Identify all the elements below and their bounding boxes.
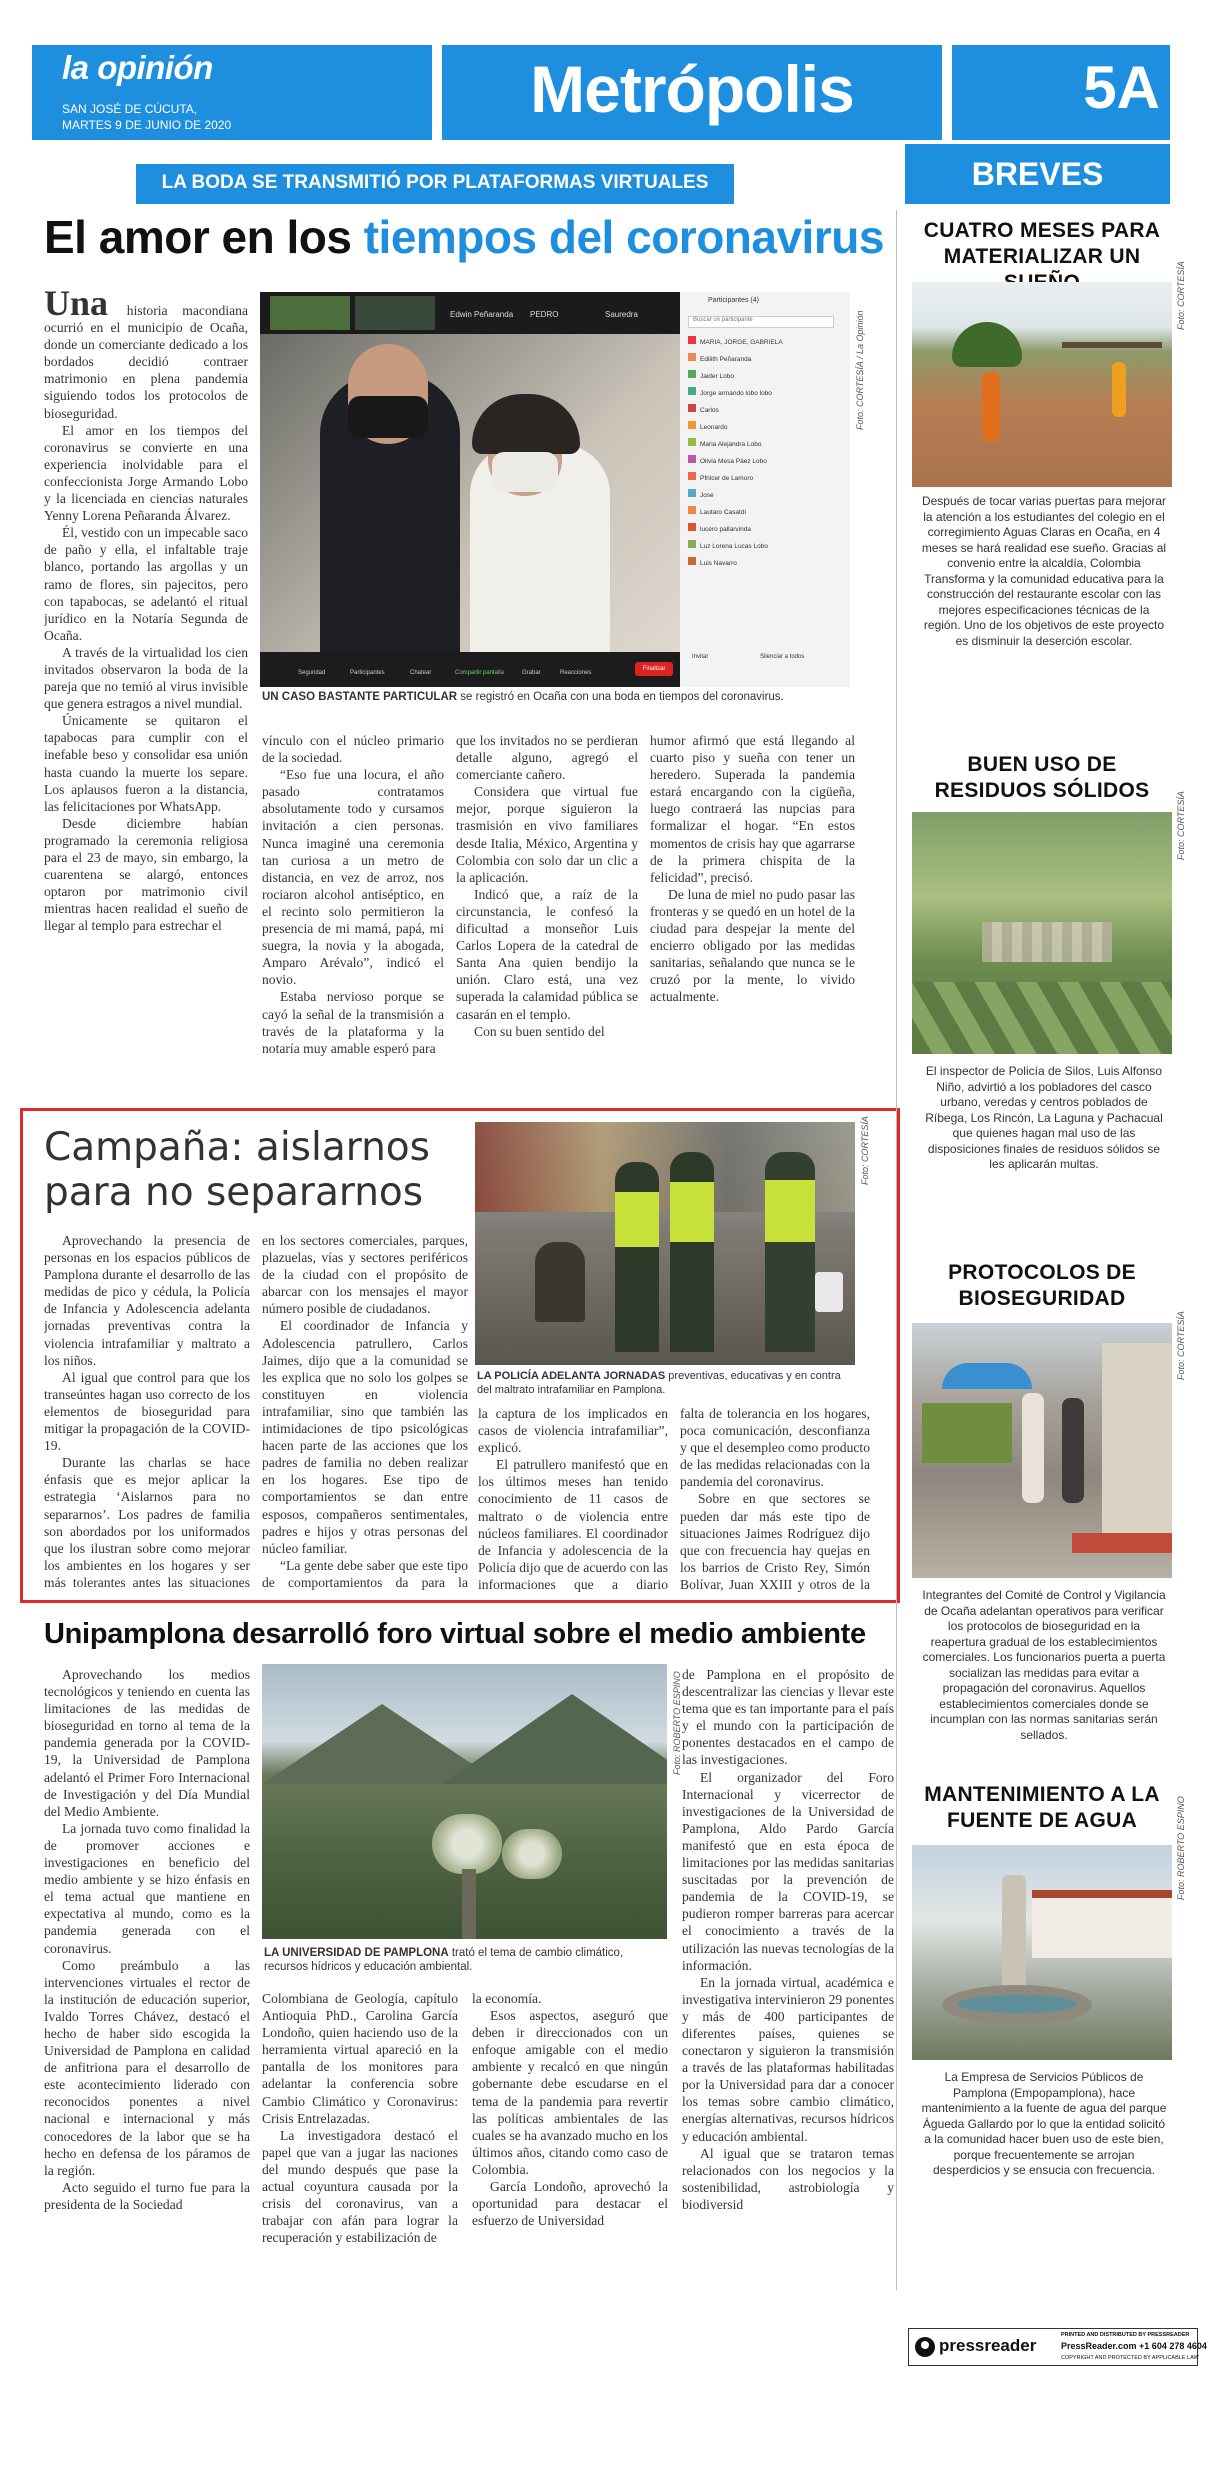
- forum-col3-p2: García Londoño, aprovechó la oportunidad para destacar el esfuerzo de Universidad: [472, 2179, 668, 2229]
- lead-headline-part2: tiempos del coronavirus: [363, 211, 884, 263]
- lead-caption: UN CASO BASTANTE PARTICULAR se registró en Ocaña con una boda en tiempos del coronavirus.: [262, 691, 784, 703]
- participant-item: Olivia Mesa Páez Lobo: [688, 453, 838, 470]
- forum-col3: [472, 1990, 668, 2312]
- lead-headline: [44, 210, 904, 264]
- brief-photo-3: [912, 1323, 1172, 1578]
- lead-col1-p5: Desde diciembre habían programado la ceremonia religiosa para el 23 de mayo, sin embargo, la cuarentena se alargó, entonces optaron por matrimonio civil mientras hacen realidad el sueño de llegar al templo para estrechar el: [44, 815, 248, 934]
- lead-photo: [260, 292, 850, 687]
- umbrella: [942, 1363, 1032, 1389]
- brief-title-3: PROTOCOLOS DE BIOSEGURIDAD: [948, 1261, 1136, 1310]
- brief-photo-1: [912, 282, 1172, 487]
- toolbar-record[interactable]: Grabar: [522, 670, 541, 676]
- page-number: 5A: [1083, 54, 1160, 121]
- participant-item: Jose: [688, 487, 838, 504]
- lead-col1-p3: A través de la virtualidad los cien invitados observaron la boda de la pareja que no temió al virus invisible que genera estragos a nivel mundial.: [44, 644, 248, 712]
- campaign-col4-p1: Sobre en que sectores se pueden dar más este tipo de situaciones Jaimes Rodríguez dijo que con frecuencia hay quejas en los barrios de Cristo Rey, Simón Bolívar, Juan XXIII y otros de la: [680, 1491, 870, 1592]
- brief-credit-3: Foto: CORTESÍA: [1176, 1311, 1186, 1380]
- officer-2-vest: [670, 1182, 714, 1242]
- worker-2: [1112, 362, 1126, 417]
- lead-col1-p0: historia macondiana ocurrió en el municipio de Ocaña, donde un comerciante dedicado a los bordados decidió contraer matrimonio en plena pandemia siguiendo todos los protocolos de bioseguridad.: [44, 303, 248, 421]
- participant-item: Lautaro Casatdi: [688, 504, 838, 521]
- participant-item: Pfrilcer de Lamoro: [688, 470, 838, 487]
- colonial-building: [1032, 1890, 1172, 1958]
- brief-photo-2: [912, 812, 1172, 1054]
- campaign-col2-p0: en los sectores comerciales, parques, plazuelas, vías y sectores periféricos de la ciudad con el propósito de abarcar con los mensajes el mayor número posible de ciudadanos.: [262, 1233, 468, 1317]
- structure: [1062, 342, 1162, 348]
- campaign-col2-p1: El coordinador de Infancia y Adolescencia patrullero, Carlos Jaimes, dijo que a la comunidad se les explica que no solo los golpes se constituyen en violencia intrafamiliar, sino que también las intimidaciones de tipo psicológicas hacen parte de las acciones que los padres de familia no deben realizar en los hogares. Ese tipo de comportamientos se dan entre esposos, compañeros sentimentales, padres e hijos y otras personas del núcleo familiar.: [262, 1318, 468, 1556]
- footer-line2: PressReader.com +1 604 278 4604: [1061, 2341, 1207, 2351]
- brief-text-1: Después de tocar varias puertas para mejorar la atención a los estudiantes del colegio en el corregimiento Aguas Claras en Ocaña, en 4 meses se hará realidad ese sueño. Gracias al convenio entre la alcaldía, Colombia Transforma y la comunidad educativa para la construcción del restaurante escolar con las mejores especificaciones técnicas de la región. Uno de los objetivos de este proyecto es disminuir la deserción escolar.: [921, 494, 1167, 648]
- campaign-headline: [44, 1125, 464, 1215]
- toolbar-share[interactable]: Compartir pantalla: [455, 670, 505, 676]
- market-stall: [922, 1403, 1012, 1463]
- officer-1: [615, 1162, 659, 1352]
- pressreader-footer: [908, 2328, 1207, 2366]
- forum-col4-p1: El organizador del Foro Internacional y vicerrector de investigaciones de la Universidad de Pamplona, Aldo Pardo García manifestó que en esta época de limitaciones por las medidas sanitarias suscitadas por la prevención de pandemia de la COVID-19, se pudieron romper barreras para acercar el conocimiento a través de la utilización las nuevas tecnologías de la información.: [682, 1769, 894, 1973]
- mountain-right: [442, 1694, 667, 1784]
- lead-col3-p3: Con su buen sentido del: [474, 1023, 605, 1039]
- lead-col2: [262, 732, 444, 1080]
- participant-item: Jaider Lobo: [688, 368, 838, 385]
- fountain-column: [1002, 1875, 1026, 1995]
- lead-col4-p0: humor afirmó que está llegando al cuarto piso y sueña con tener un heredero. Superada la pandemia estará encargando con la cigüeña, luego contraerá las nupcias para formalizar el hogar. “En estos momentos de crisis hay que agarrarse de la primera chispita de la felicidad”, precisó.: [650, 733, 855, 885]
- campaign-photo: [475, 1122, 855, 1365]
- campaign-headline-line1: Campaña: aislarnos: [44, 1125, 430, 1170]
- toolbar-reactions[interactable]: Reacciones: [560, 670, 592, 676]
- brief-title-1: CUATRO MESES PARA MATERIALIZAR UN: [923, 219, 1161, 268]
- lead-col1-p2: Él, vestido con un impecable saco de paño y ella, el infaltable traje blanco, portando las argollas y un ramo de flores, sin pajecitos, pero con tapabocas, se adelantó el ritual jurídico en la Notaría Segunda de Ocaña.: [44, 525, 248, 643]
- seated-person: [535, 1242, 585, 1322]
- campaign-col4: [680, 1405, 870, 1595]
- forum-col2: [262, 1990, 458, 2312]
- frailejon-1: [432, 1814, 502, 1874]
- lead-kicker-box: [136, 164, 734, 204]
- forum-col3-p1: Esos aspectos, aseguró que deben ir direccionados con un enfoque amigable con el medio ambiente y recalcó en que ningún gobernante debe escudarse en el tema de la pandemia para revertir las políticas ambientales de las cuales se ha avanzado mucho en los últimos años, citando como caso de Colombia.: [472, 2008, 668, 2177]
- brief-credit-2: Foto: CORTESÍA: [1176, 791, 1186, 860]
- officer-1-vest: [615, 1192, 659, 1247]
- video-name-2: PEDRO: [530, 310, 559, 319]
- frailejon-2: [502, 1829, 562, 1879]
- groom-mask: [348, 396, 428, 438]
- shopping-bag: [815, 1272, 843, 1312]
- red-step: [1072, 1533, 1172, 1553]
- participant-item: MARIA, JORGE, GABRIELA: [688, 334, 838, 351]
- worker-1: [982, 372, 1000, 442]
- lead-col3: [456, 732, 638, 1080]
- brief-text-4: La Empresa de Servicios Públicos de Pamplona (Empopamplona), hace mantenimiento a la fuente de agua del parque Águeda Gallardo por lo que la entidad solicitó a la comunidad hacer buen uso de este bien, porque frecuentemente se arrojan desperdicios y se ensucia con frecuencia.: [921, 2070, 1167, 2177]
- brief-credit-1: Foto: CORTESÍA: [1176, 261, 1186, 330]
- forum-col2-p1: La investigadora destacó el papel que van a jugar las naciones del mundo después que pase la actual coyuntura causada por la crisis del coronavirus, van a trabajar con afán para lograr la recuperación y estabilización de: [262, 2127, 458, 2246]
- shop-front: [1102, 1343, 1172, 1543]
- forum-headline: Unipamplona desarrolló foro virtual sobre el medio ambiente: [44, 1618, 866, 1650]
- town-roofs: [982, 922, 1112, 962]
- lead-photo-credit: Foto: CORTESÍA / La Opinión: [855, 310, 865, 430]
- bride-hair: [472, 394, 580, 454]
- lead-col4-p1: De luna de miel no pudo pasar las fronteras y se quedó en un hotel de la ciudad para despejar la mente del encierro obligado por las medidas sanitarias, señalando que nunca se le cruzó por la mente, lo vivido actualmente.: [650, 886, 855, 1005]
- campaign-col1-p1: Al igual que control para que los transeúntes hagan uso correcto de los elementos de bioseguridad para mitigar la propagación de la COVID-19.: [44, 1369, 250, 1454]
- lead-col3-p2: Indicó que, a raíz de la circunstancia, le confesó la dificultad a monseñor Luis Carlos Lopera de la catedral de Santa Ana quien bendijo la unión. Claro está, una vez superada la calamidad pública se casarán en el templo.: [456, 886, 638, 1022]
- forum-photo: [262, 1664, 667, 1939]
- forum-col4-p0: de Pamplona en el propósito de descentralizar las ciencias y llevar este tema que es tan importante para el país y el mundo con la participación de ponentes destacados en el campo de las investigaciones.: [682, 1667, 894, 1768]
- toolbar-security[interactable]: Seguridad: [298, 670, 326, 676]
- video-name-1: Edwin Peñaranda: [450, 310, 514, 319]
- forum-col1-p0: Aprovechando los medios tecnológicos y teniendo en cuenta las limitaciones de las medidas de bioseguridad en torno al tema de la pandemia generada por la COVID-19, la Universidad de Pamplona adelantó el Primer Foro Internacional de Investigación y del Día Mundial del Medio Ambiente.: [44, 1667, 250, 1819]
- video-thumb-2: [355, 296, 435, 330]
- campaign-col3: [478, 1405, 668, 1595]
- video-thumb-host: [270, 296, 350, 330]
- forum-col1-p3: Acto seguido el turno fue para la presidenta de la Sociedad: [44, 2179, 250, 2212]
- campaign-photo-credit: Foto: CORTESÍA: [860, 1116, 870, 1185]
- masthead: [32, 45, 1170, 140]
- lead-col2-p0: vínculo con el núcleo primario de la sociedad.: [262, 733, 444, 766]
- page-number-box: [952, 45, 1170, 140]
- participant-item: Edilith Peñaranda: [688, 351, 838, 368]
- campaign-col1: [44, 1232, 250, 1592]
- brief-photo-4: [912, 1845, 1172, 2060]
- forum-col1: [44, 1666, 250, 2311]
- footer-line3: COPYRIGHT AND PROTECTED BY APPLICABLE LAW: [1061, 2355, 1199, 2361]
- person-b: [1062, 1398, 1084, 1503]
- participant-item: Luis Navarro: [688, 555, 838, 572]
- bride-mask: [492, 452, 558, 492]
- footer-line1: PRINTED AND DISTRIBUTED BY PRESSREADER: [1061, 2332, 1190, 2338]
- mute-all-button[interactable]: Silenciar a todos: [760, 654, 805, 660]
- breves-title: BREVES: [971, 156, 1104, 192]
- newspaper-logo: la opinión: [62, 49, 213, 86]
- forum-photo-credit: Foto: ROBERTO ESPINO: [672, 1671, 682, 1775]
- brief-text-2: El inspector de Policía de Silos, Luis Alfonso Niño, advirtió a los pobladores del casco urbano, veredas y centros poblados de Ríbega, Los Rincón, La Laguna y Pachacual que quienes hagan mal uso de las disposiciones finales de residuos sólidos se les aplicarán multas.: [925, 1064, 1163, 1171]
- lead-col1-p1: El amor en los tiempos del coronavirus se convierte en una experiencia inolvidable para el confeccionista Jorge Armando Lobo y la licenciada en ciencias naturales Yenny Lorena Peñaranda Álvarez.: [44, 422, 248, 524]
- forum-caption: LA UNIVERSIDAD DE PAMPLONA trató el tema de cambio climático, recursos hídricos y educación ambiental.: [264, 1947, 624, 1973]
- lead-col1: [44, 288, 248, 1080]
- lead-kicker: LA BODA SE TRANSMITIÓ POR PLATAFORMAS VIRTUALES: [161, 172, 709, 193]
- section-box: [442, 45, 942, 140]
- forum-col4: [682, 1666, 894, 2311]
- brief-title-2: BUEN USO DE RESIDUOS SÓLIDOS: [934, 753, 1150, 802]
- lead-col3-p1: Considera que virtual fue mejor, porque siguieron la trasmisión en vivo familiares desde Italia, México, Argentina y Colombia con solo dar un clic a la aplicación.: [456, 784, 638, 885]
- officer-3-vest: [765, 1180, 815, 1242]
- end-meeting-button[interactable]: Finalizar: [635, 662, 673, 676]
- breves-header: [905, 144, 1170, 204]
- forum-col1-p2: Como preámbulo a las intervenciones virtuales el rector de la institución de educación superior, Ivaldo Torres Chávez, destacó el hecho de haber sido escogida la Universidad de Pamplona en calidad de anfitriona para el desarrollo de este acontecimiento liderado con reconocidos ponentes a nivel nacional e internacional y más conocedores de la labor que se ha hecho en defensa de los páramos de la región.: [44, 1957, 250, 2178]
- tree: [952, 322, 1022, 367]
- participant-item: Luz Lorena Lucas Lobo: [688, 538, 838, 555]
- sidebar-rule: [896, 210, 897, 2290]
- lead-col2-p1: “Eso fue una locura, el año pasado contratamos absolutamente todo y cursamos invitación a cien personas. Nunca imaginé una ceremonia tan curiosa a un metro de distancia, en vez de arroz, nos rociaron alcohol antiséptico, en el recinto solo permitieron la presencia de mi mamá, papá, mi suegra, la novia y la abogada, Amparo Arévalo”, indicó el novio.: [262, 767, 444, 988]
- campaign-col1-p0: Aprovechando la presencia de personas en los espacios públicos de Pamplona durante el desarrollo de las medidas de pico y cédula, la Policía de Infancia y Adolescencia adelanta jornadas preventivas contra la violencia intrafamiliar y maltrato a los niños.: [44, 1233, 250, 1368]
- participants-title: Participantes (4): [708, 297, 759, 304]
- brief-credit-4: Foto: ROBERTO ESPINO: [1176, 1796, 1186, 1900]
- pressreader-icon-inner: [921, 2341, 929, 2349]
- campaign-col2: [262, 1232, 468, 1592]
- lead-col1-p4: Únicamente se quitaron el tapabocas para cumplir con el inefable beso y consolidar esa unión hasta cuando la muerte los separe. Los aplausos fueron a la distancia, las felicitaciones por WhatsApp.: [44, 713, 248, 814]
- forum-col4-p2: En la jornada virtual, académica e investigativa intervinieron 29 ponentes y más de 400 participantes de diferentes países, quienes se conectaron y siguieron la transmisión a través de las plataformas habilitadas por la Universidad para dar a conocer los temas sobre cambio climático, energías alternativas, recursos hídricos y educación ambiental.: [682, 1974, 894, 2144]
- participant-item: Maria Alejandra Lobo: [688, 436, 838, 453]
- toolbar-chat[interactable]: Chatear: [410, 670, 432, 676]
- lead-col3-p0: que los invitados no se perdieran detalle alguno, agregó el comerciante cañero.: [456, 733, 638, 783]
- participant-item: Jorge armando lobo lobo: [688, 385, 838, 402]
- brief-title-4: MANTENIMIENTO A LA FUENTE DE AGUA: [924, 1783, 1160, 1832]
- dropcap-word: Una: [44, 288, 109, 323]
- campaign-col1-p2: Durante las charlas se hace énfasis que es mejor aplicar la estrategia ‘Aislarnos para no separarnos’. Los padres de familia son abordados por los uniformados que los ilustran sobre como mejorar los ambientes en los hogares y ser más tolerantes antes las situaciones: [44, 1455, 250, 1590]
- forum-col3-p0: la economía.: [472, 1991, 542, 2006]
- section-title: Metrópolis: [530, 52, 854, 126]
- forum-col1-p1: La jornada tuvo como finalidad la de promover acciones e investigaciones en beneficio del medio ambiente y se hizo énfasis en el tema actual que mantiene en expectativa al mundo, como es la pandemia generada con el coronavirus.: [44, 1820, 250, 1956]
- lead-headline-part1: El amor en los: [44, 211, 364, 263]
- frailejon-stem: [462, 1869, 476, 1939]
- brief-text-3: Integrantes del Comité de Control y Vigilancia de Ocaña adelantan operativos para verificar los protocolos de bioseguridad en la reapertura gradual de los establecimientos comerciales. Los funcionarios puerta a puerta socializan las medidas para evitar a propagación del coronavirus. Aquellos establecimientos comerciales donde se incumplan con las normas sanitarias serán sellados.: [922, 1588, 1166, 1742]
- video-main: [260, 334, 680, 652]
- campaign-col3-p1: El patrullero manifestó que en los últimos meses han tenido conocimiento de 11 casos de maltrato o de violencia entre núcleos familiares. El coordinador de Infancia y adolescencia de la Policía dijo que de acuerdo con las informaciones que a diario: [478, 1457, 668, 1592]
- person-a: [1022, 1393, 1044, 1503]
- date-line: MARTES 9 DE JUNIO DE 2020: [62, 118, 232, 132]
- campaign-col3-p0: la captura de los implicados en casos de violencia intrafamiliar”, explicó.: [478, 1406, 668, 1456]
- lead-col4: [650, 732, 855, 1080]
- participant-item: lucero pallarvinda: [688, 521, 838, 538]
- forum-col4-p3: Al igual que se trataron temas relacionados con los negocios y la sostenibilidad, astrobiología y biodiversid: [682, 2145, 894, 2212]
- campaign-headline-line2: para no separarnos: [44, 1170, 424, 1215]
- campaign-col4-p0: falta de tolerancia en los hogares, poca comunicación, desconfianza y que el desempleo como producto de las medidas relacionadas con la pandemia del coronavirus.: [680, 1406, 870, 1490]
- farm-plots: [912, 982, 1172, 1054]
- invite-button[interactable]: Invitar: [692, 654, 709, 660]
- campaign-caption: LA POLICÍA ADELANTA JORNADAS preventivas, educativas y en contra del maltrato intrafamiliar en Pamplona.: [477, 1370, 841, 1396]
- participants-panel: [680, 292, 850, 687]
- video-name-3: Sauredra: [605, 310, 638, 319]
- pressreader-brand: pressreader: [939, 2336, 1037, 2355]
- city-line: SAN JOSÉ DE CÚCUTA,: [62, 102, 198, 116]
- toolbar-participants[interactable]: Participantes: [350, 670, 385, 676]
- fountain-water: [957, 1995, 1077, 2013]
- lead-col2-p2: Estaba nervioso porque se cayó la señal de la transmisión a través de la plataforma y la notaría muy amable esperó para: [262, 989, 444, 1056]
- participants-list: [688, 334, 838, 572]
- campaign-col2-p2: “La gente debe saber que este tipo de comportamientos da para la: [262, 1557, 468, 1590]
- participants-search[interactable]: Buscar un participante: [688, 316, 834, 328]
- participant-item: Carlos: [688, 402, 838, 419]
- logo-box: [32, 45, 432, 140]
- participant-item: Leonardo: [688, 419, 838, 436]
- forum-col2-p0: Colombiana de Geología, capítulo Antioquia PhD., Carolina García Londoño, quien haciendo uso de la herramienta virtual apareció en la pantalla de los monitores para adelantar la conferencia sobre Cambio Climático y Coronavirus: Crisis Entrelazadas.: [262, 1991, 458, 2126]
- video-toolbar: [260, 652, 680, 687]
